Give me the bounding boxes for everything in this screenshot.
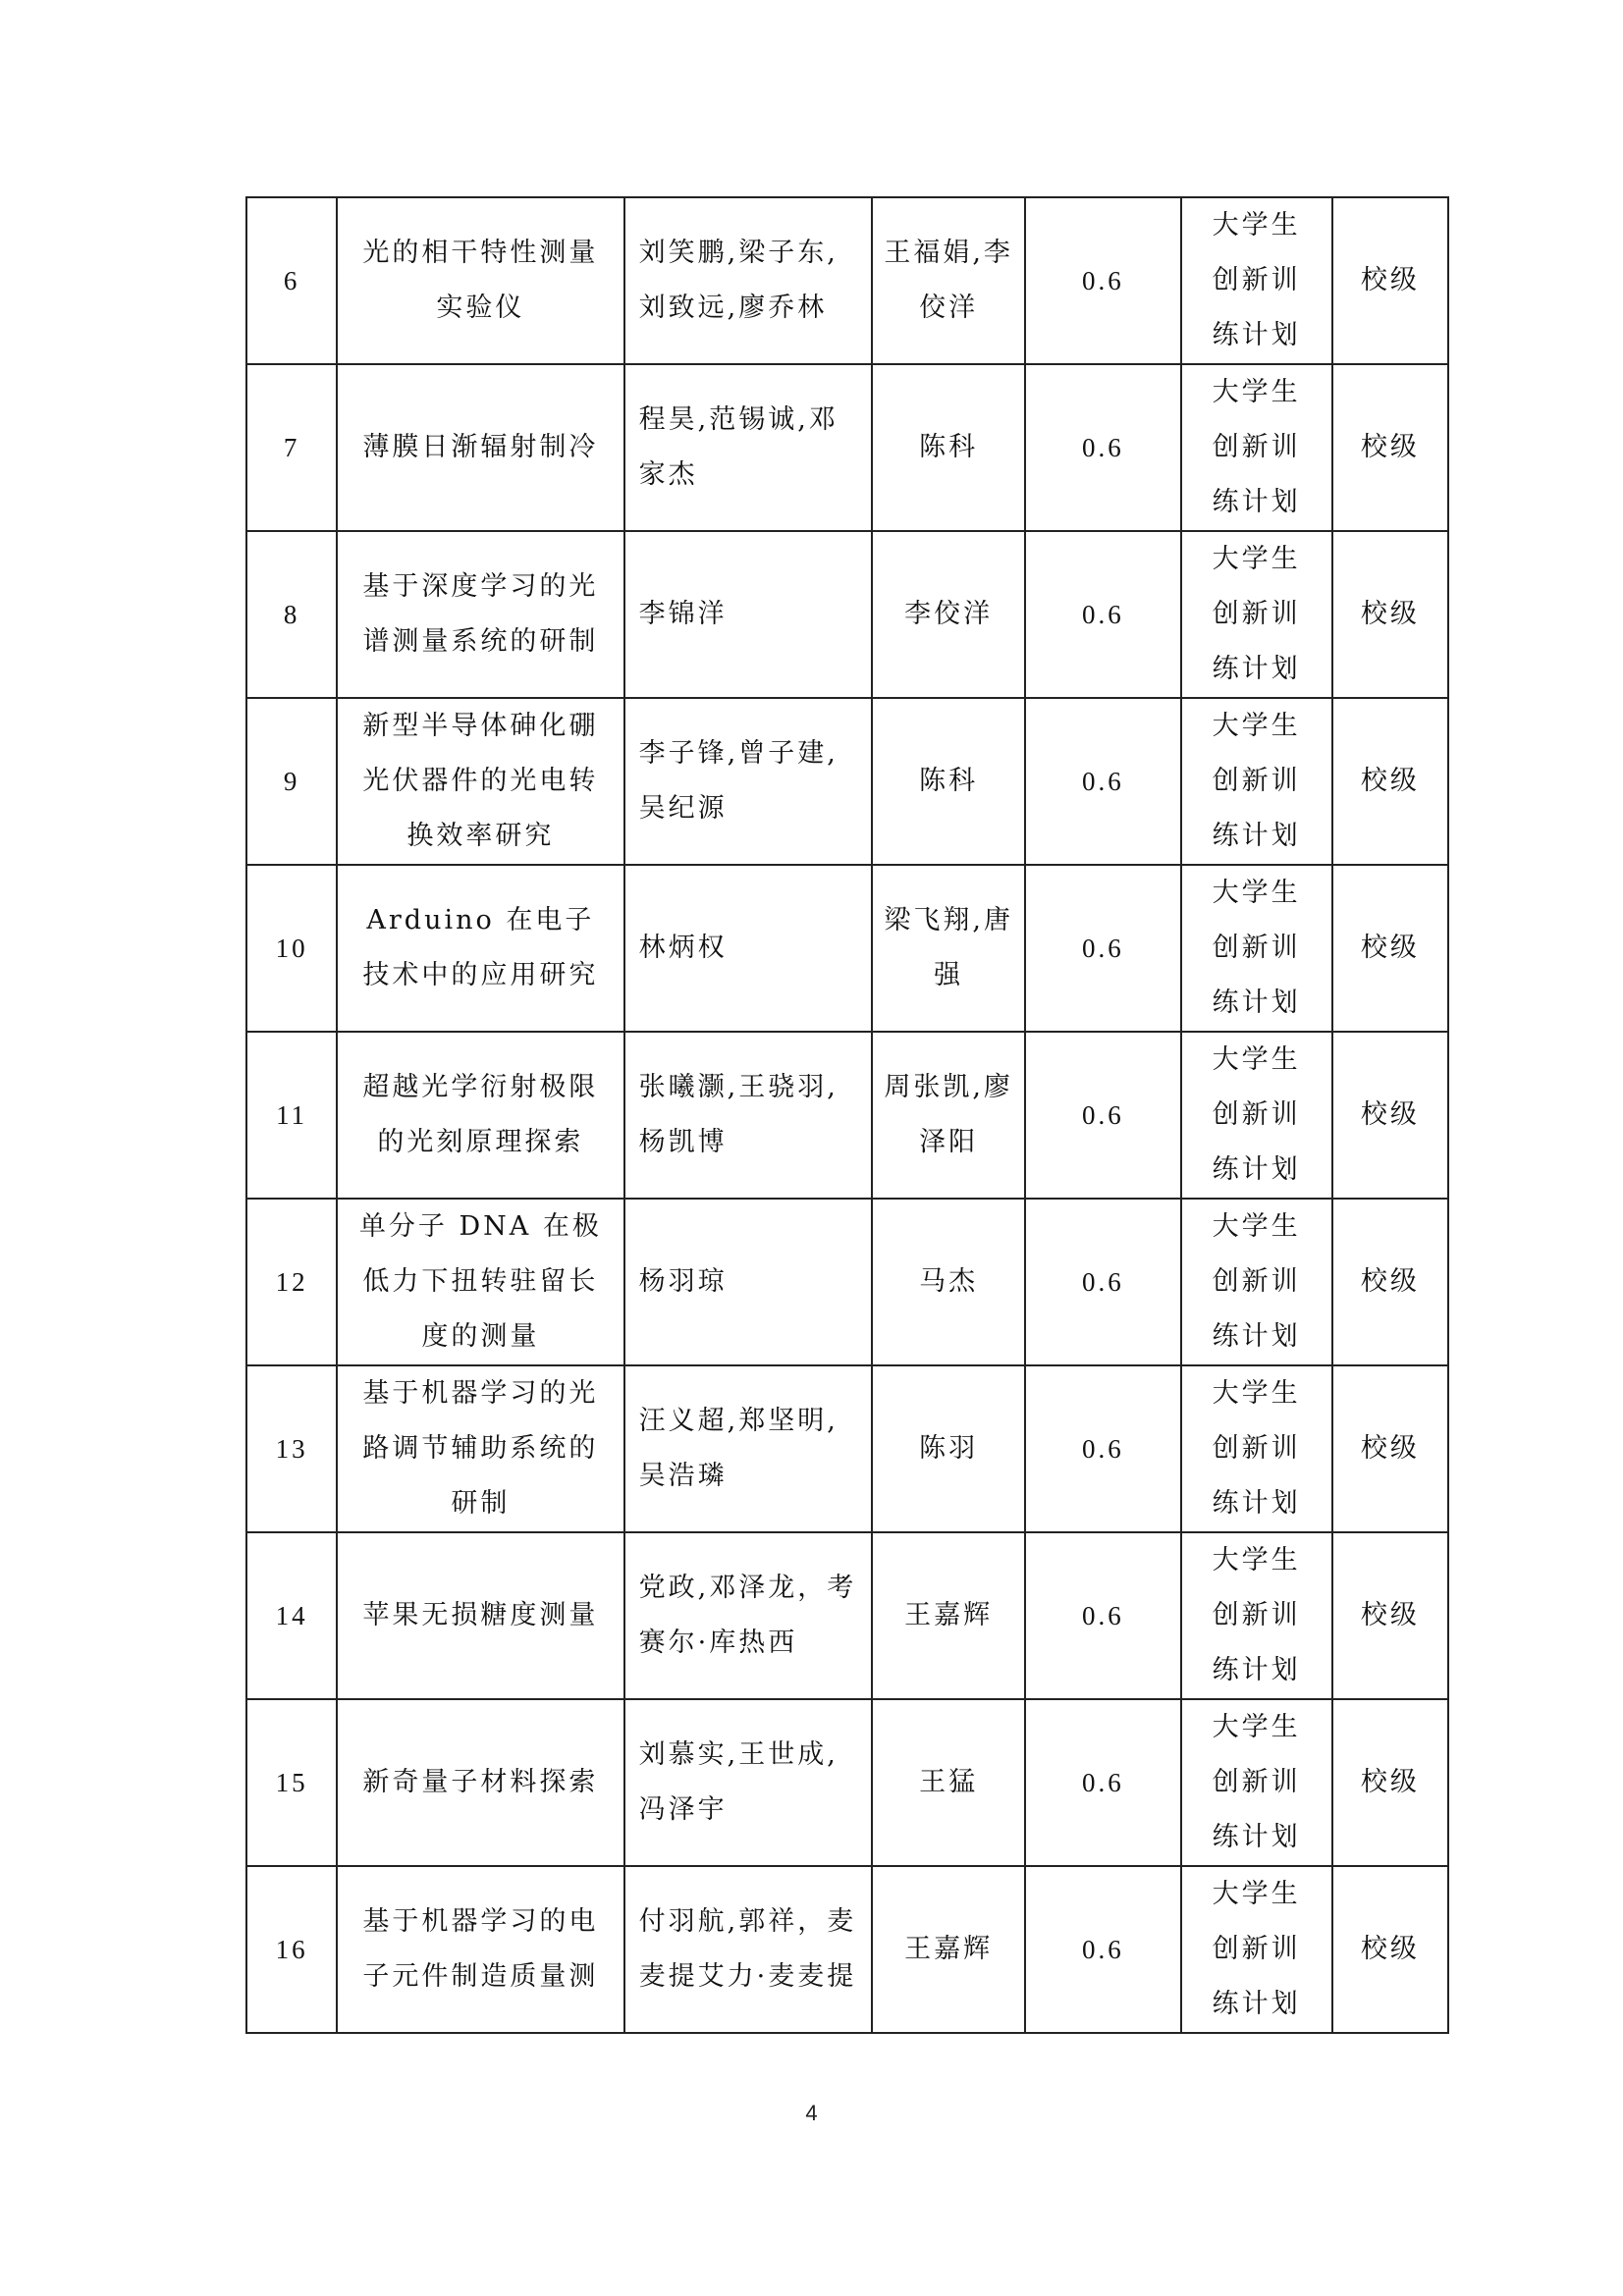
project-members: 党政,邓泽龙，考赛尔·库热西 xyxy=(624,1532,872,1699)
table-row xyxy=(246,364,1448,531)
project-funding: 0.6 xyxy=(1025,1365,1180,1532)
row-number: 6 xyxy=(246,197,337,364)
project-advisor: 陈羽 xyxy=(872,1365,1025,1532)
project-title: 新奇量子材料探索 xyxy=(337,1699,623,1866)
table-row xyxy=(246,1032,1448,1199)
row-number: 13 xyxy=(246,1365,337,1532)
table-row xyxy=(246,1699,1448,1866)
project-advisor: 王福娟,李佼洋 xyxy=(872,197,1025,364)
project-title: 新型半导体砷化硼光伏器件的光电转换效率研究 xyxy=(337,698,623,865)
project-type: 大学生创新训练计划 xyxy=(1181,1032,1332,1199)
project-funding: 0.6 xyxy=(1025,1866,1180,2033)
table-row xyxy=(246,197,1448,364)
project-advisor: 王嘉辉 xyxy=(872,1532,1025,1699)
project-type: 大学生创新训练计划 xyxy=(1181,1699,1332,1866)
project-advisor: 李佼洋 xyxy=(872,531,1025,698)
project-funding: 0.6 xyxy=(1025,1699,1180,1866)
project-members: 汪义超,郑坚明,吴浩璘 xyxy=(624,1365,872,1532)
row-number: 10 xyxy=(246,865,337,1032)
row-number: 7 xyxy=(246,364,337,531)
project-title: 薄膜日渐辐射制冷 xyxy=(337,364,623,531)
project-funding: 0.6 xyxy=(1025,865,1180,1032)
project-level: 校级 xyxy=(1332,1699,1448,1866)
project-advisor: 马杰 xyxy=(872,1199,1025,1365)
table-row xyxy=(246,1532,1448,1699)
project-title: 基于机器学习的光路调节辅助系统的研制 xyxy=(337,1365,623,1532)
project-funding: 0.6 xyxy=(1025,1199,1180,1365)
project-type: 大学生创新训练计划 xyxy=(1181,1199,1332,1365)
project-advisor: 陈科 xyxy=(872,364,1025,531)
project-members: 付羽航,郭祥，麦麦提艾力·麦麦提 xyxy=(624,1866,872,2033)
project-members: 杨羽琼 xyxy=(624,1199,872,1365)
project-table xyxy=(245,196,1449,2034)
project-funding: 0.6 xyxy=(1025,531,1180,698)
project-type: 大学生创新训练计划 xyxy=(1181,698,1332,865)
project-level: 校级 xyxy=(1332,1199,1448,1365)
project-advisor: 梁飞翔,唐强 xyxy=(872,865,1025,1032)
project-level: 校级 xyxy=(1332,1032,1448,1199)
table-row xyxy=(246,865,1448,1032)
project-members: 李子锋,曾子建,吴纪源 xyxy=(624,698,872,865)
project-level: 校级 xyxy=(1332,1866,1448,2033)
project-funding: 0.6 xyxy=(1025,1532,1180,1699)
project-title: 超越光学衍射极限的光刻原理探索 xyxy=(337,1032,623,1199)
project-type: 大学生创新训练计划 xyxy=(1181,531,1332,698)
page-number: 4 xyxy=(805,2101,818,2125)
table-row xyxy=(246,698,1448,865)
project-members: 刘笑鹏,梁子东,刘致远,廖乔林 xyxy=(624,197,872,364)
project-members: 张曦灏,王骁羽,杨凯博 xyxy=(624,1032,872,1199)
row-number: 12 xyxy=(246,1199,337,1365)
project-advisor: 陈科 xyxy=(872,698,1025,865)
project-funding: 0.6 xyxy=(1025,197,1180,364)
project-level: 校级 xyxy=(1332,698,1448,865)
project-type: 大学生创新训练计划 xyxy=(1181,1866,1332,2033)
project-advisor: 王猛 xyxy=(872,1699,1025,1866)
project-level: 校级 xyxy=(1332,531,1448,698)
row-number: 14 xyxy=(246,1532,337,1699)
project-members: 李锦洋 xyxy=(624,531,872,698)
project-title: 苹果无损糖度测量 xyxy=(337,1532,623,1699)
table-row xyxy=(246,531,1448,698)
project-level: 校级 xyxy=(1332,1365,1448,1532)
project-funding: 0.6 xyxy=(1025,698,1180,865)
project-type: 大学生创新训练计划 xyxy=(1181,1532,1332,1699)
project-level: 校级 xyxy=(1332,197,1448,364)
project-title: 光的相干特性测量实验仪 xyxy=(337,197,623,364)
project-level: 校级 xyxy=(1332,865,1448,1032)
project-members: 程昊,范锡诚,邓家杰 xyxy=(624,364,872,531)
row-number: 9 xyxy=(246,698,337,865)
project-type: 大学生创新训练计划 xyxy=(1181,1365,1332,1532)
project-members: 林炳权 xyxy=(624,865,872,1032)
project-title: 单分子 DNA 在极低力下扭转驻留长度的测量 xyxy=(337,1199,623,1365)
project-members: 刘慕实,王世成,冯泽宇 xyxy=(624,1699,872,1866)
project-advisor: 王嘉辉 xyxy=(872,1866,1025,2033)
project-funding: 0.6 xyxy=(1025,364,1180,531)
project-type: 大学生创新训练计划 xyxy=(1181,197,1332,364)
project-level: 校级 xyxy=(1332,1532,1448,1699)
project-type: 大学生创新训练计划 xyxy=(1181,865,1332,1032)
project-funding: 0.6 xyxy=(1025,1032,1180,1199)
row-number: 16 xyxy=(246,1866,337,2033)
project-title: Arduino 在电子技术中的应用研究 xyxy=(337,865,623,1032)
project-table-body xyxy=(246,197,1448,2033)
project-level: 校级 xyxy=(1332,364,1448,531)
row-number: 11 xyxy=(246,1032,337,1199)
table-row xyxy=(246,1365,1448,1532)
project-title: 基于深度学习的光谱测量系统的研制 xyxy=(337,531,623,698)
row-number: 8 xyxy=(246,531,337,698)
project-advisor: 周张凯,廖泽阳 xyxy=(872,1032,1025,1199)
table-row xyxy=(246,1866,1448,2033)
project-title: 基于机器学习的电子元件制造质量测 xyxy=(337,1866,623,2033)
project-type: 大学生创新训练计划 xyxy=(1181,364,1332,531)
row-number: 15 xyxy=(246,1699,337,1866)
table-row xyxy=(246,1199,1448,1365)
